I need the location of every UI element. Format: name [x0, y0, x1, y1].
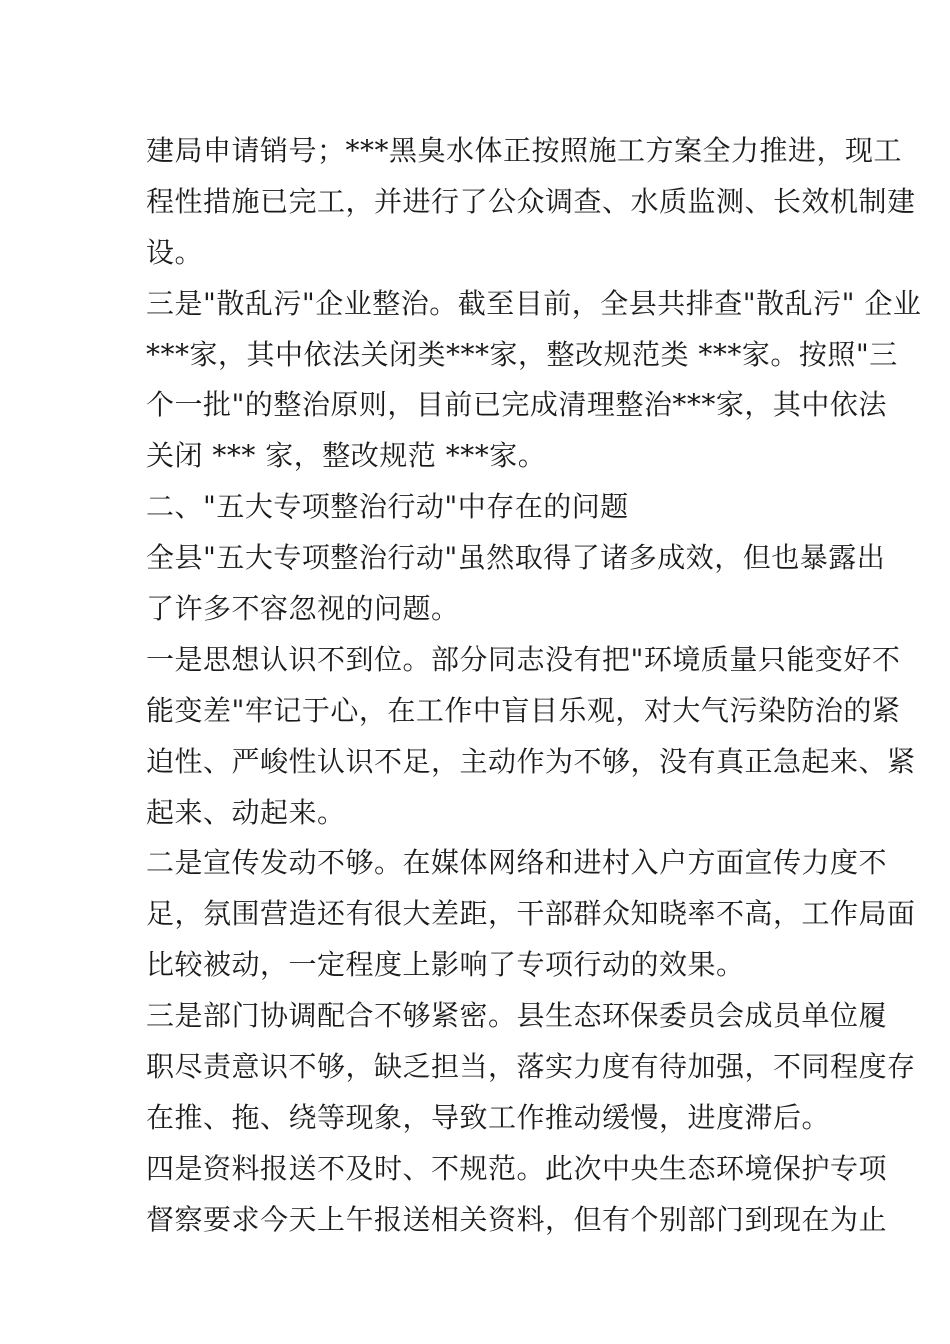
text-line: 程性措施已完工，并进行了公众调查、水质监测、长效机制建 — [146, 184, 916, 218]
text-line: 设。 — [146, 235, 204, 269]
text-line: 三是部门协调配合不够紧密。县生态环保委员会成员单位履 — [146, 999, 888, 1033]
text-line: 比较被动，一定程度上影响了专项行动的效果。 — [146, 948, 745, 982]
text-line: 能变差"牢记于心，在工作中盲目乐观，对大气污染防治的紧 — [146, 693, 901, 727]
text-line: 个一批"的整治原则，目前已完成清理整治***家，其中依法 — [146, 388, 887, 422]
text-line: 起来、动起来。 — [146, 795, 346, 829]
text-line: 足，氛围营造还有很大差距，干部群众知晓率不高，工作局面 — [146, 897, 916, 931]
body-text — [146, 126, 922, 1246]
text-line: 全县"五大专项整治行动"虽然取得了诸多成效，但也暴露出 — [146, 541, 886, 575]
text-line: 督察要求今天上午报送相关资料，但有个别部门到现在为止 — [146, 1202, 888, 1236]
text-line: 建局申请销号；***黑臭水体正按照施工方案全力推进，现工 — [146, 134, 903, 167]
section-heading: 二、"五大专项整治行动"中存在的问题 — [146, 490, 629, 524]
text-line: 职尽责意识不够，缺乏担当，落实力度有待加强，不同程度存 — [146, 1050, 916, 1084]
text-line: 迫性、严峻性认识不足，主动作为不够，没有真正急起来、紧 — [146, 744, 916, 778]
text-line: 二是宣传发动不够。在媒体网络和进村入户方面宣传力度不 — [146, 846, 888, 880]
text-line: 在推、拖、绕等现象，导致工作推动缓慢，进度滞后。 — [146, 1100, 831, 1134]
text-line: 三是"散乱污"企业整治。截至目前，全县共排查"散乱污" 企业 — [146, 286, 922, 320]
text-line: 关闭 *** 家，整改规范 ***家。 — [146, 439, 547, 473]
text-line: 了许多不容忽视的问题。 — [146, 592, 460, 626]
text-line: 四是资料报送不及时、不规范。此次中央生态环境保护专项 — [146, 1151, 888, 1185]
text-line: 一是思想认识不到位。部分同志没有把"环境质量只能变好不 — [146, 642, 901, 676]
text-line: ***家，其中依法关闭类***家，整改规范类 ***家。按照"三 — [146, 337, 898, 371]
